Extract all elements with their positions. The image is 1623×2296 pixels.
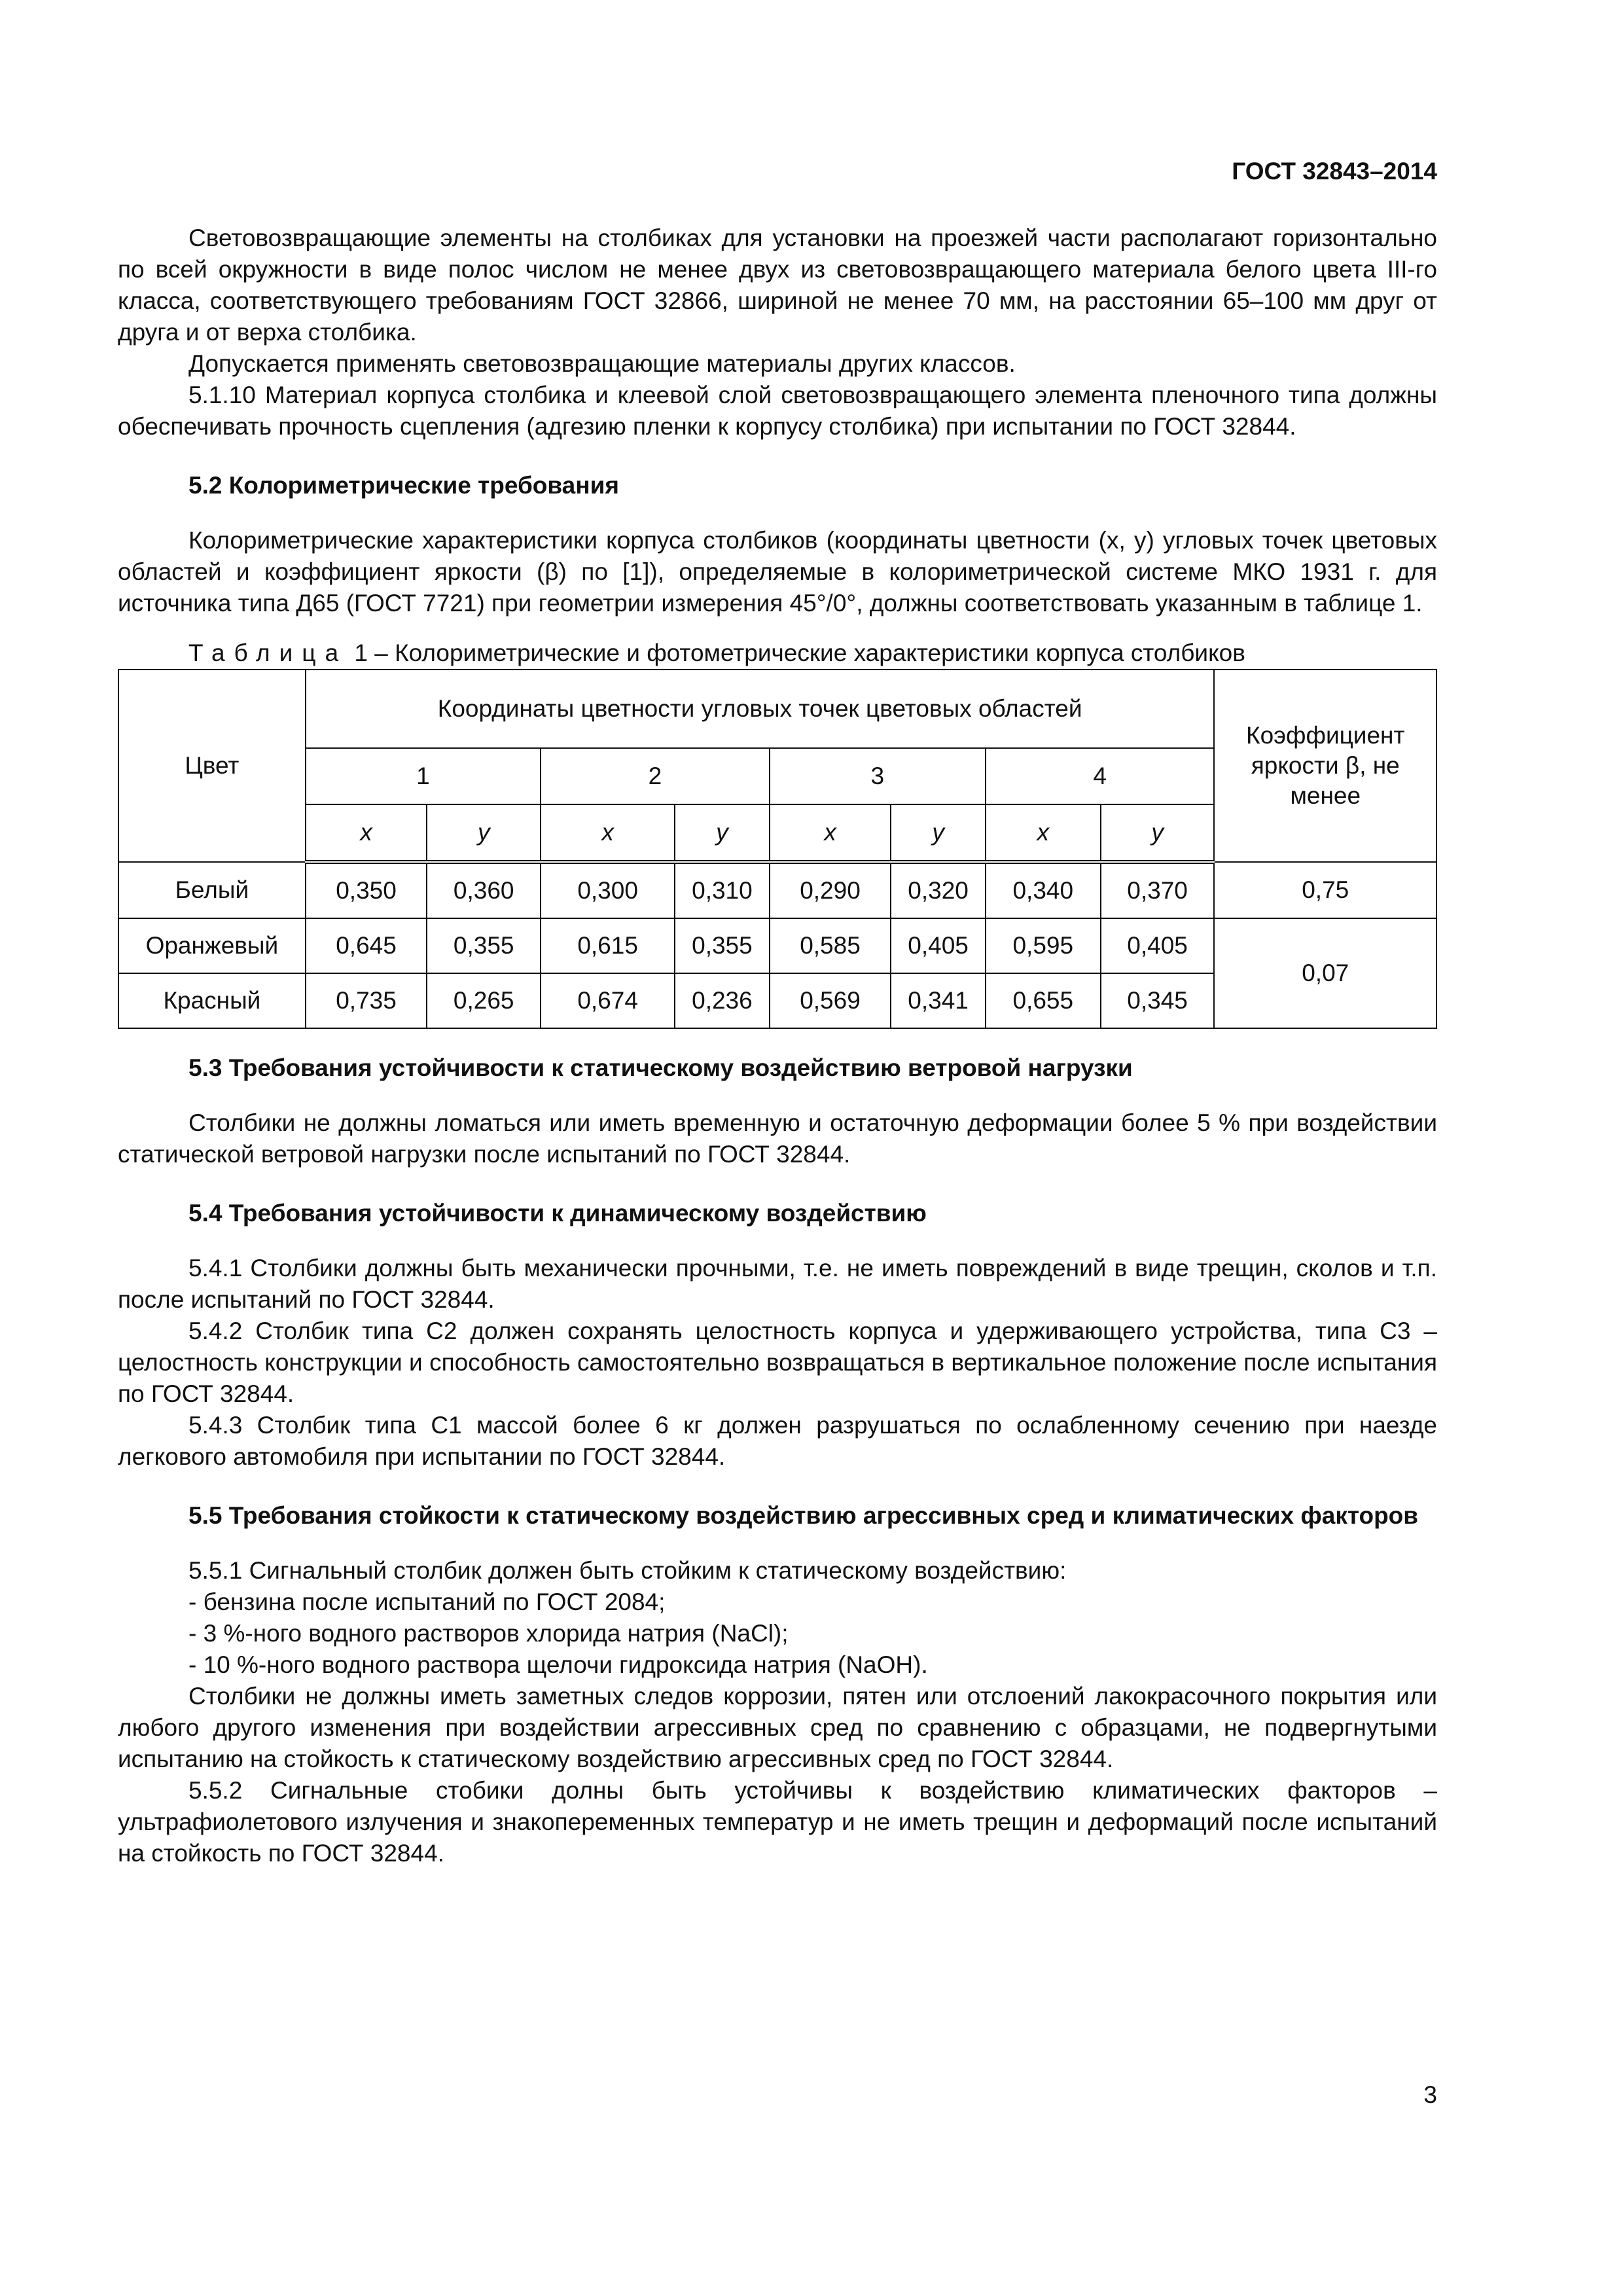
table-header-x: x <box>541 804 675 862</box>
table-cell: 0,370 <box>1101 862 1215 918</box>
table-cell: 0,405 <box>891 918 986 973</box>
table-cell: 0,340 <box>986 862 1101 918</box>
table-cell: 0,674 <box>541 973 675 1028</box>
paragraph: 5.4.2 Столбик типа С2 должен сохранять целостность корпуса и удерживающего устройства, типа С3 – целостность конструкции и способность самостоятельно возвращаться в вертикальное положение после испытания по ГОСТ 32844. <box>118 1318 1437 1407</box>
table-cell: 0,341 <box>891 973 986 1028</box>
paragraph: Колориметрические характеристики корпуса столбиков (координаты цветности (x, y) угловых точек цветовых областей и коэффициент яркости (β) по [1]), определяемые в колориметрической системе МКО 1931 г. для источника типа Д65 (ГОСТ 7721) при геометрии измерения 45°/0°, должны соответствовать указанным в таблице 1. <box>118 527 1437 617</box>
table-caption-number: 1 <box>354 639 368 666</box>
table-cell: 0,645 <box>306 918 427 973</box>
table-cell: 0,595 <box>986 918 1101 973</box>
table-cell: 0,360 <box>427 862 541 918</box>
table-cell-color: Оранжевый <box>118 918 306 973</box>
table-header-coef: Коэффициент яркости β, не менее <box>1214 670 1436 862</box>
section-heading-5-3: 5.3 Требования устойчивости к статическому воздействию ветровой нагрузки <box>188 1054 1133 1081</box>
table-header-y: y <box>891 804 986 862</box>
paragraph: Допускается применять световозвращающие материалы других классов. <box>188 350 1016 377</box>
table-cell: 0,300 <box>541 862 675 918</box>
table-cell: 0,585 <box>770 918 891 973</box>
section-heading-5-5: 5.5 Требования стойкости к статическому воздействию агрессивных сред и климатических факторов <box>188 1502 1419 1529</box>
table-header-x: x <box>986 804 1101 862</box>
table-header-point: 4 <box>986 748 1215 804</box>
table-header-y: y <box>427 804 541 862</box>
table-header-point: 1 <box>306 748 541 804</box>
table-cell-color: Красный <box>118 973 306 1028</box>
table-cell: 0,355 <box>427 918 541 973</box>
table-row <box>118 862 1436 918</box>
document-header-id: ГОСТ 32843–2014 <box>1232 158 1437 185</box>
table-cell: 0,350 <box>306 862 427 918</box>
table-header-x: x <box>770 804 891 862</box>
table-header-point: 3 <box>770 748 986 804</box>
table-caption-word: Таблица <box>188 639 348 666</box>
section-heading-5-2: 5.2 Колориметрические требования <box>188 472 619 499</box>
table-cell-color: Белый <box>118 862 306 918</box>
paragraph: Столбики не должны ломаться или иметь временную и остаточную деформации более 5 % при воздействии статической ветровой нагрузки после испытаний по ГОСТ 32844. <box>118 1109 1437 1168</box>
table-header-coords: Координаты цветности угловых точек цветовых областей <box>306 670 1215 748</box>
table-row <box>118 918 1436 973</box>
section-heading-5-4: 5.4 Требования устойчивости к динамическому воздействию <box>188 1200 927 1227</box>
table-cell: 0,236 <box>675 973 770 1028</box>
paragraph: 5.5.2 Сигнальные стобики долны быть устойчивы к воздействию климатических факторов – ультрафиолетового излучения и знакопеременных температур и не иметь трещин и деформаций после испытаний на стойкость по ГОСТ 32844. <box>118 1777 1437 1867</box>
table-cell: 0,735 <box>306 973 427 1028</box>
table-header-y: y <box>675 804 770 862</box>
colorimetric-table <box>118 669 1437 1029</box>
list-item: - бензина после испытаний по ГОСТ 2084; <box>188 1588 666 1615</box>
paragraph: Столбики не должны иметь заметных следов коррозии, пятен или отслоений лакокрасочного покрытия или любого другого изменения при воздействии агрессивных сред по сравнению с образцами, не подвергнутыми испытанию на стойкость к статическому воздействию агрессивных сред по ГОСТ 32844. <box>118 1683 1437 1772</box>
table-cell: 0,265 <box>427 973 541 1028</box>
table-header-point: 2 <box>541 748 770 804</box>
table-header-y: y <box>1101 804 1215 862</box>
table-cell-coef: 0,75 <box>1214 862 1436 918</box>
table-cell: 0,345 <box>1101 973 1215 1028</box>
paragraph: 5.4.1 Столбики должны быть механически прочными, т.е. не иметь повреждений в виде трещин, сколов и т.п. после испытаний по ГОСТ 32844. <box>118 1255 1437 1313</box>
table-cell: 0,405 <box>1101 918 1215 973</box>
table-cell: 0,310 <box>675 862 770 918</box>
paragraph: 5.5.1 Сигнальный столбик должен быть стойким к статическому воздействию: <box>188 1557 1067 1584</box>
table-cell-coef: 0,07 <box>1214 918 1436 1028</box>
table-cell: 0,290 <box>770 862 891 918</box>
table-cell: 0,569 <box>770 973 891 1028</box>
table-cell: 0,655 <box>986 973 1101 1028</box>
list-item: - 3 %-ного водного растворов хлорида натрия (NaCl); <box>188 1620 789 1647</box>
table-cell: 0,320 <box>891 862 986 918</box>
table-header-x: x <box>306 804 427 862</box>
list-item: - 10 %-ного водного раствора щелочи гидроксида натрия (NaOH). <box>188 1651 928 1678</box>
table-cell: 0,615 <box>541 918 675 973</box>
page-number: 3 <box>1423 2081 1437 2108</box>
paragraph: 5.4.3 Столбик типа С1 массой более 6 кг должен разрушаться по ослабленному сечению при наезде легкового автомобиля при испытании по ГОСТ 32844. <box>118 1412 1437 1470</box>
document-body <box>118 223 1437 1869</box>
table-caption <box>118 637 1437 669</box>
paragraph: Световозвращающие элементы на столбиках для установки на проезжей части располагают горизонтально по всей окружности в виде полос числом не менее двух из световозвращающего материала белого цвета III-го класса, соответствующего требованиям ГОСТ 32866, шириной не менее 70 мм, на расстоянии 65–100 мм друг от друга и от верха столбика. <box>118 224 1437 346</box>
table-cell: 0,355 <box>675 918 770 973</box>
table-caption-text: – Колориметрические и фотометрические характеристики корпуса столбиков <box>374 639 1245 666</box>
table-header-color: Цвет <box>118 670 306 862</box>
paragraph: 5.1.10 Материал корпуса столбика и клеевой слой световозвращающего элемента пленочного типа должны обеспечивать прочность сцепления (адгезию пленки к корпусу столбика) при испытании по ГОСТ 32844. <box>118 382 1437 440</box>
